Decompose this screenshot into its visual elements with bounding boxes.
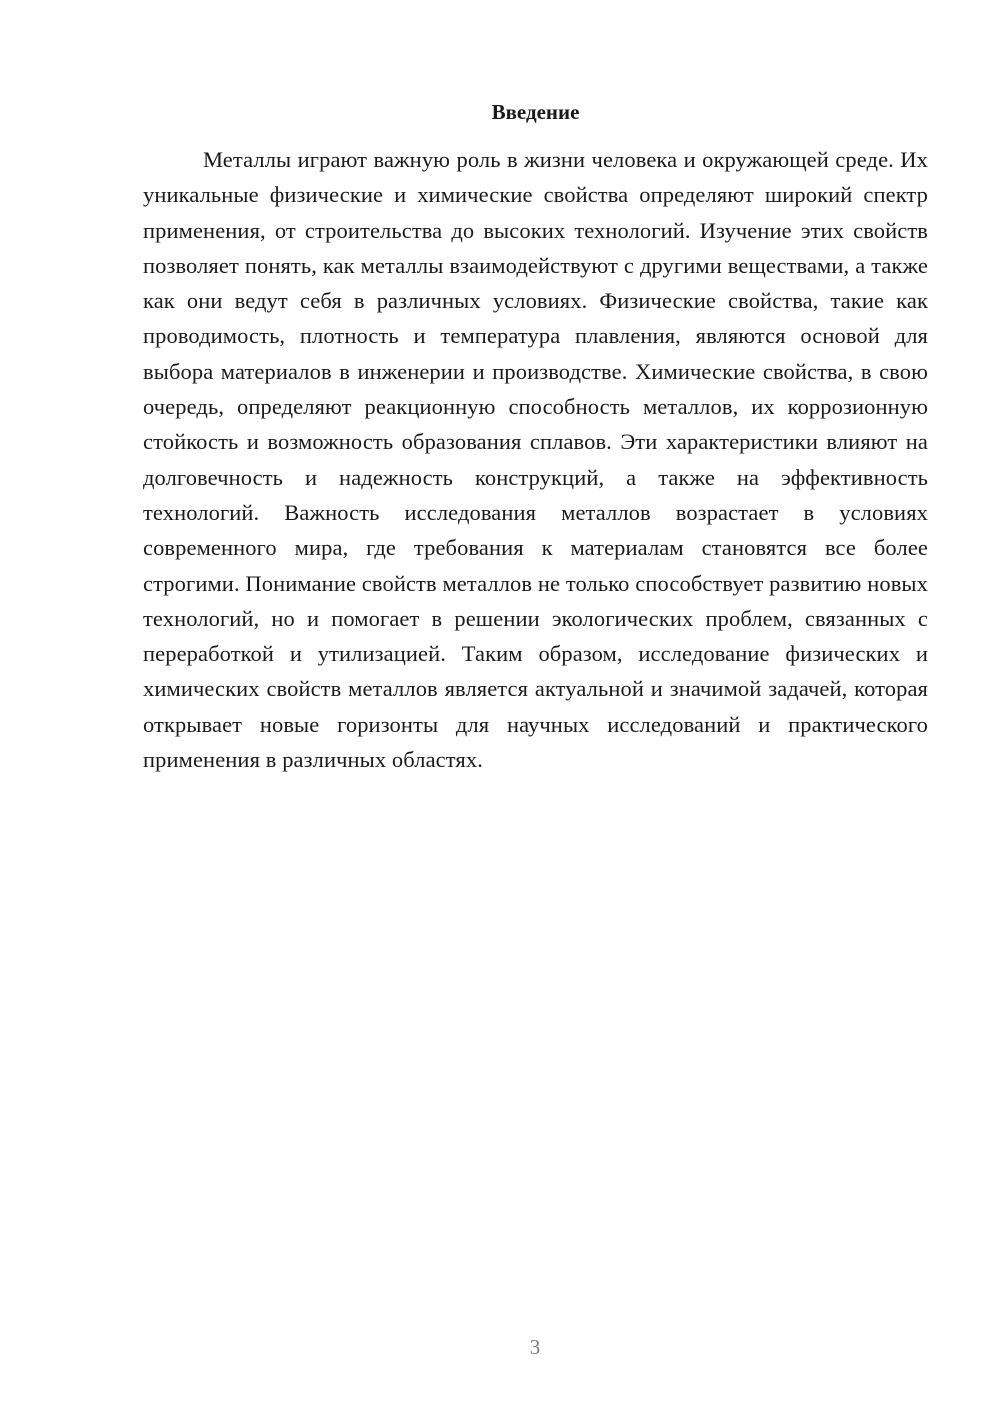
page-number: 3	[529, 1335, 541, 1359]
section-heading: Введение	[491, 100, 580, 124]
body-paragraph: Металлы играют важную роль в жизни человека и окружающей среде. Их уникальные физические и химические свойства определяют широкий спектр применения, от строительства до высоких технологий. Изучение этих свойств позволяет понять, как металлы взаимодействуют с другими веществами, а также как они ведут себя в различных условиях. Физические свойства, такие как проводимость, плотность и температура плавления, являются основой для выбора материалов в инженерии и производстве. Химические свойства, в свою очередь, определяют реакционную способность металлов, их коррозионную стойкость и возможность образования сплавов. Эти характеристики влияют на долговечность и надежность конструкций, а также на эффективность технологий. Важность исследования металлов возрастает в условиях современного мира, где требования к материалам становятся все более строгими. Понимание свойств металлов не только способствует развитию новых технологий, но и помогает в решении экологических проблем, связанных с переработкой и утилизацией. Таким образом, исследование физических и химических свойств металлов является актуальной и значимой задачей, которая открывает новые горизонты для научных исследований и практического применения в различных областях.	[143, 147, 928, 773]
